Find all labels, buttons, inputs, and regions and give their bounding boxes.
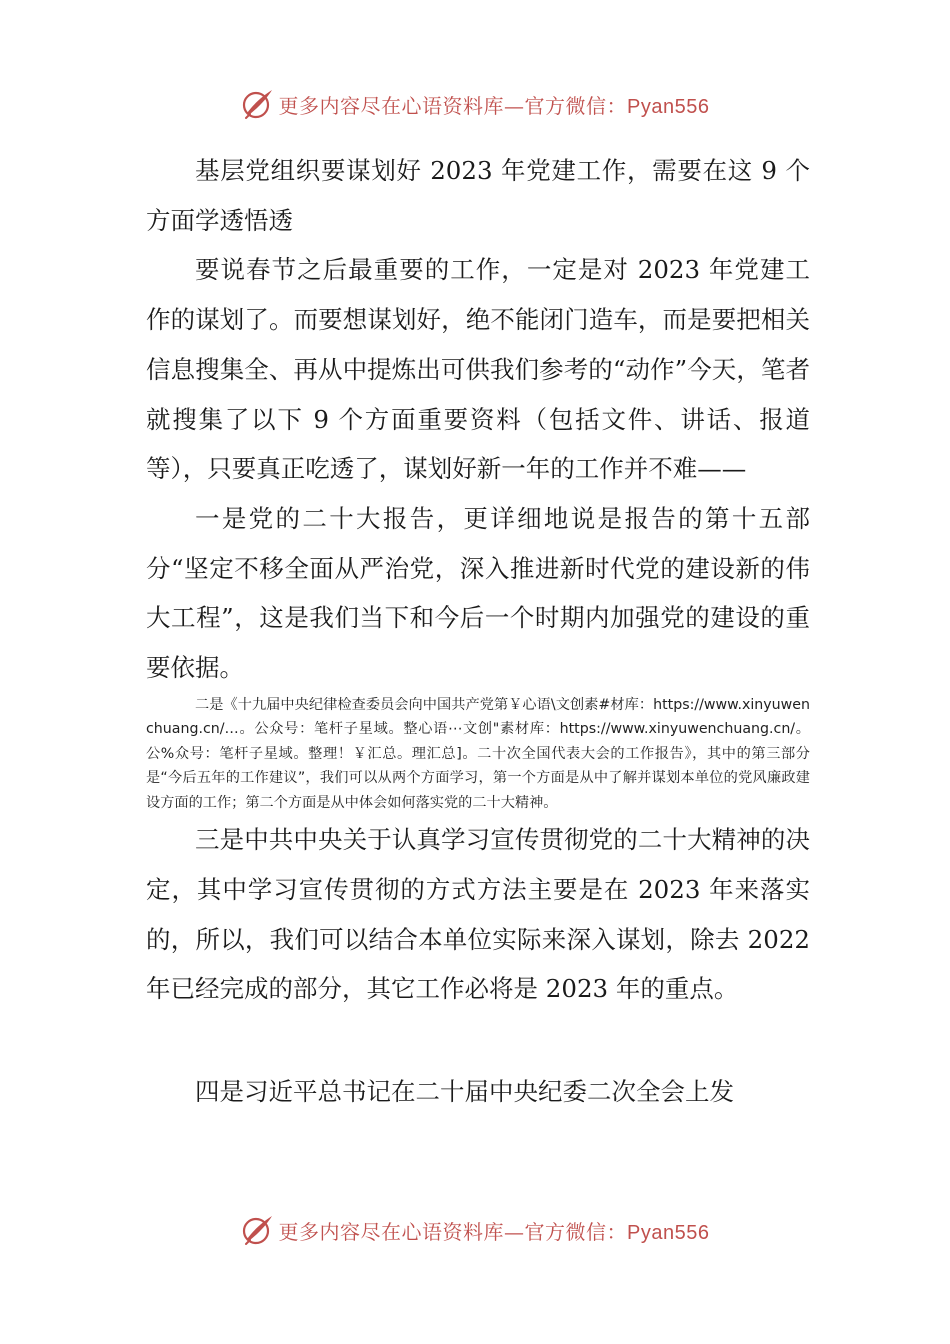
- quill-logo-icon: [241, 1213, 275, 1247]
- point-four-paragraph: 四是习近平总书记在二十届中央纪委二次全会上发: [195, 1077, 734, 1107]
- footer-banner-text: 更多内容尽在心语资料库—官方微信：Pyan556: [278, 1219, 710, 1244]
- intro-paragraph: 要说春节之后最重要的工作，一定是对 2023 年党建工作的谋划了。而要想谋划好，绝不能闭门造车，而是要把相关信息搜集全、再从中提炼出可供我们参考的“动作”今天，笔者就搜集了以下 9 个方面重要资料（包括文件、讲话、报道等），只要真正吃透了，谋划好新一年的工作并不难——: [146, 255, 810, 484]
- footer-banner: [0, 1210, 950, 1250]
- point-three-paragraph: 三是中共中央关于认真学习宣传贯彻党的二十大精神的决定，其中学习宣传贯彻的方式方法主要是在 2023 年来落实的，所以，我们可以结合本单位实际来深入谋划，除去 2022 年已经完成的部分，其它工作必将是 2023 年的重点。: [146, 825, 810, 1004]
- footer-wechat-id: Pyan556: [627, 1221, 710, 1244]
- document-title: 基层党组织要谋划好 2023 年党建工作，需要在这 9 个方面学透悟透: [146, 156, 810, 235]
- document-body: [146, 146, 810, 1117]
- point-two-paragraph: 二是《十九届中央纪律检查委员会向中国共产党第￥心语\文创素#材库：https://www.xinyuwenchuang.cn/…。公众号：笔杆子星域。整心语⋯文创"素材库：https://www.xinyuwenchuang.cn/。公%众号：笔杆子星域。整理！￥汇总。理汇总]。二十次全国代表大会的工作报告》，其中的第三部分是“今后五年的工作建议”，我们可以从两个方面学习，第一个方面是从中了解并谋划本单位的党风廉政建设方面的工作；第二个方面是从中体会如何落实党的二十大精神。: [146, 696, 810, 811]
- header-banner: [0, 84, 950, 124]
- paragraph-spacer: [146, 1014, 810, 1067]
- banner-wechat-id: Pyan556: [627, 95, 710, 118]
- banner-text: 更多内容尽在心语资料库—官方微信：Pyan556: [278, 93, 710, 118]
- point-one-paragraph: 一是党的二十大报告，更详细地说是报告的第十五部分“坚定不移全面从严治党，深入推进新时代党的建设新的伟大工程”，这是我们当下和今后一个时期内加强党的建设的重要依据。: [146, 503, 810, 683]
- quill-logo-icon: [241, 87, 275, 121]
